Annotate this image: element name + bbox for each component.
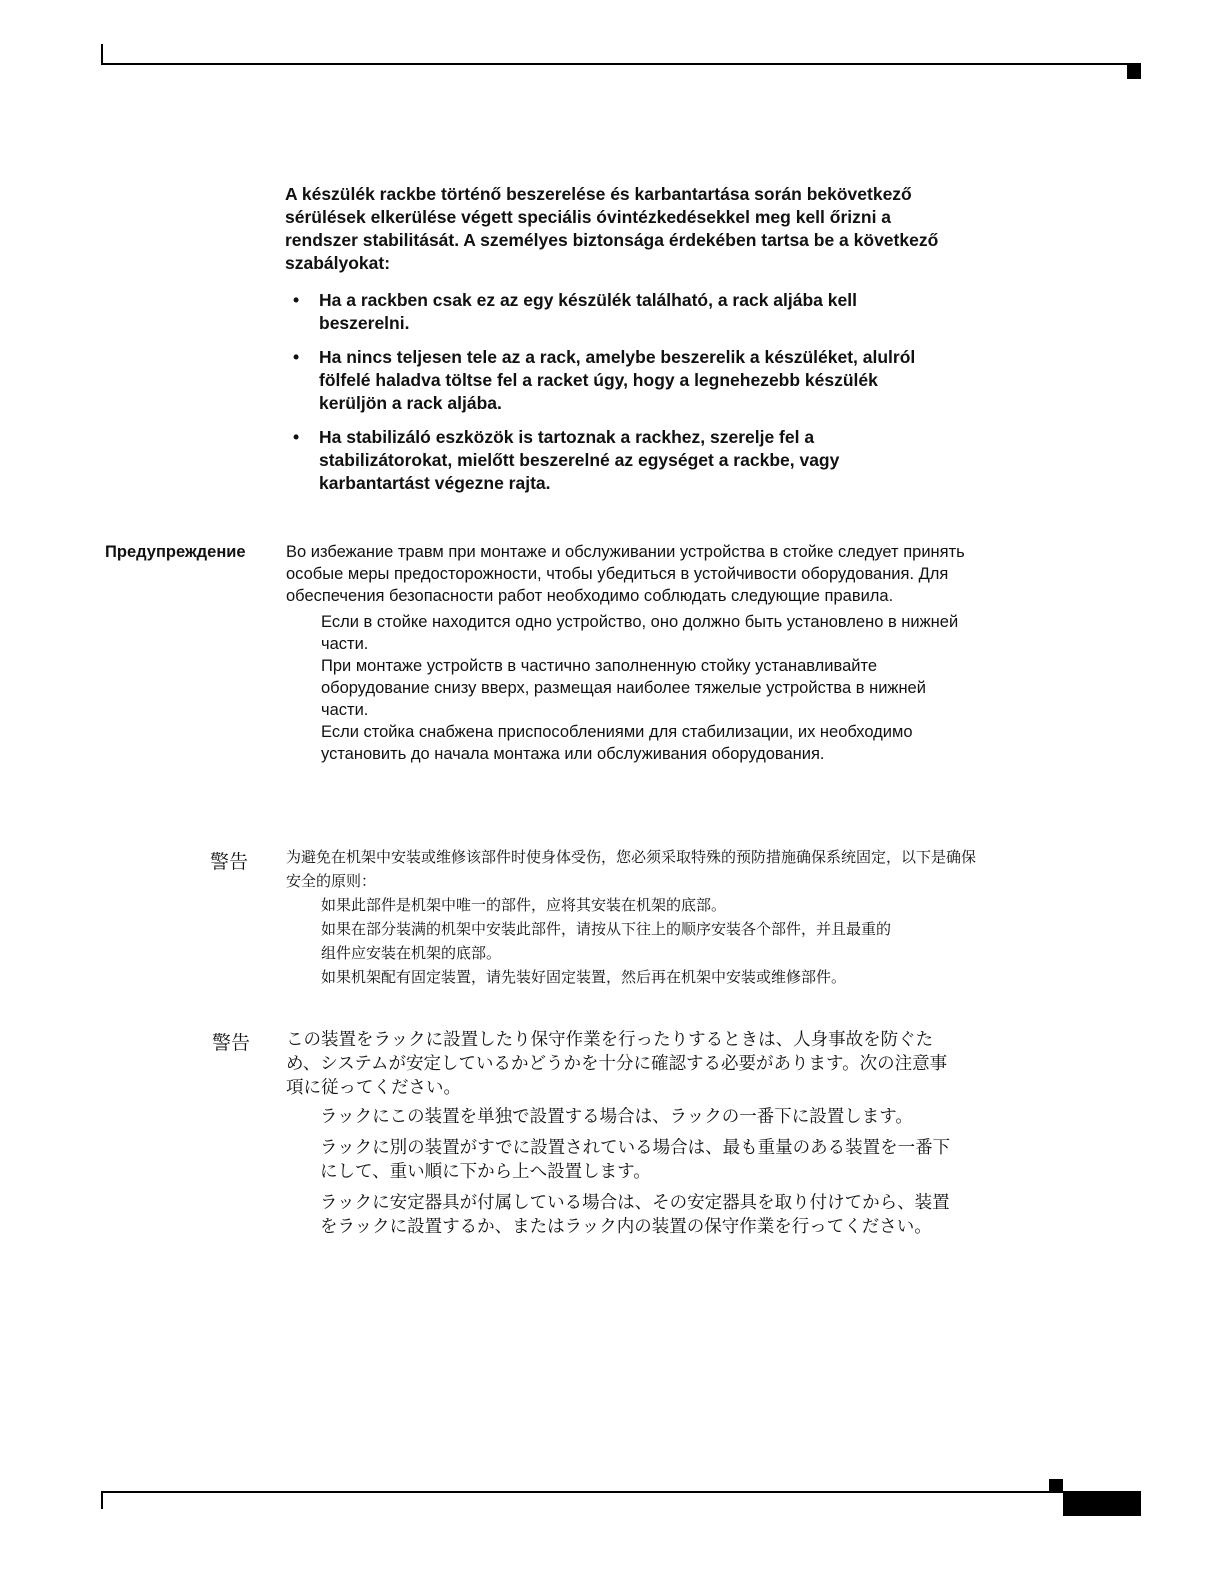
list-item: ラックに安定器具が付属している場合は、その安定器具を取り付けてから、装置をラックに設置するか、またはラック内の装置の保守作業を行ってください。 [320, 1192, 950, 1236]
hungarian-intro: A készülék rackbe történő beszerelése és karbantartása során bekövetkező sérülések elkerülése végett speciális óvintézkedésekkel meg kell őrizni a rendszer stabilitását. A személyes biztonsága érdekében tartsa be a következő szabályokat: [285, 184, 939, 273]
list-item: Если стойка снабжена приспособлениями для стабилизации, их необходимо установить до начала монтажа или обслуживания оборудования. [321, 723, 913, 763]
bullet-icon: • [293, 290, 300, 310]
list-item: 如果机架配有固定装置，请先装好固定装置，然后再在机架中安装或维修部件。 [321, 969, 847, 986]
bullet-icon: • [293, 427, 300, 447]
footer-crop-mark [101, 1491, 103, 1509]
list-item: ラックにこの装置を単独で設置する場合は、ラックの一番下に設置します。 [320, 1106, 913, 1126]
japanese-warning-label: 警告 [212, 1033, 251, 1054]
list-item: 如果此部件是机架中唯一的部件，应将其安装在机架的底部。 [321, 897, 727, 914]
list-item: • Ha nincs teljesen tele az a rack, amelybe beszerelik a készüléket, alulról fölfelé haladva töltse fel a racket úgy, hogy a legnehezebb készülék kerüljön a rack aljába. [293, 347, 916, 413]
list-item: При монтаже устройств в частично заполненную стойку устанавливайте оборудование снизу вверх, размещая наиболее тяжелые устройства в нижней части. [321, 657, 926, 719]
list-item: ラックに別の装置がすでに設置されている場合は、最も重量のある装置を一番下にして、重い順に下から上へ設置します。 [320, 1137, 951, 1181]
russian-item-list [321, 611, 966, 765]
hungarian-warning [285, 183, 945, 506]
bullet-icon: • [293, 347, 300, 367]
header-rule [101, 63, 1141, 65]
chinese-warning-label: 警告 [210, 852, 249, 873]
japanese-item-list [320, 1104, 956, 1238]
list-item: Если в стойке находится одно устройство, оно должно быть установлено в нижней части. [321, 613, 959, 653]
japanese-warning [286, 1027, 956, 1245]
list-item: • Ha a rackben csak ez az egy készülék található, a rack aljába kell beszerelni. [293, 290, 857, 333]
footer-rule [101, 1491, 1141, 1493]
chinese-intro: 为避免在机架中安装或维修该部件时使身体受伤，您必须采取特殊的预防措施确保系统固定，以下是确保安全的原则： [286, 849, 977, 890]
russian-warning-label: Предупреждение [105, 543, 246, 561]
page-number-tab [1063, 1493, 1141, 1516]
header-corner-block [1127, 65, 1141, 79]
chinese-item-list [321, 894, 976, 990]
russian-intro: Во избежание травм при монтаже и обслуживании устройства в стойке следует принять особые меры предосторожности, чтобы убедиться в устойчивости оборудования. Для обеспечения безопасности работ необходимо соблюдать следующие правила. [286, 543, 965, 605]
russian-warning [286, 541, 966, 765]
hungarian-bullet-list [285, 289, 945, 495]
chinese-warning [286, 846, 976, 990]
list-item: • Ha stabilizáló eszközök is tartoznak a rackhez, szerelje fel a stabilizátorokat, mielőtt beszerelné az egységet a rackbe, vagy karbantartást végezne rajta. [293, 427, 840, 493]
header-crop-mark [101, 44, 103, 65]
japanese-intro: この装置をラックに設置したり保守作業を行ったりするときは、人身事故を防ぐため、システムが安定しているかどうかを十分に確認する必要があります。次の注意事項に従ってください。 [286, 1029, 948, 1097]
list-item: 如果在部分装满的机架中安装此部件，请按从下往上的顺序安装各个部件，并且最重的组件应安装在机架的底部。 [321, 921, 892, 962]
